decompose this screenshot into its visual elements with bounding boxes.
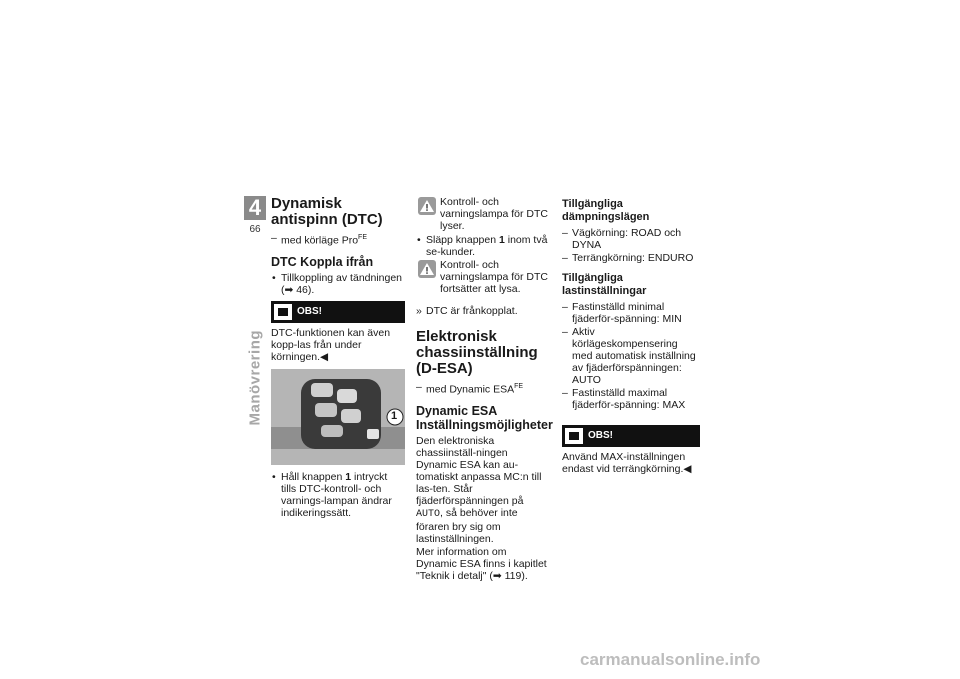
esa-paragraph xyxy=(416,435,550,545)
warning-lamp-icon xyxy=(418,260,436,278)
option-line xyxy=(416,381,550,396)
auto-setting-text: AUTO xyxy=(416,508,441,520)
obs-bar xyxy=(271,301,405,323)
switch-illustration xyxy=(271,369,405,465)
column-3 xyxy=(562,196,700,476)
obs-label: OBS! xyxy=(297,305,322,317)
subheading-esa-options: Dynamic ESA Inställningsmöjligheter xyxy=(416,403,553,432)
option-text: med körläge Pro xyxy=(281,234,359,247)
watermark: carmanualsonline.info xyxy=(580,650,761,669)
heading-damping-modes: Tillgängliga dämpningslägen xyxy=(562,198,650,223)
button-number: 1 xyxy=(345,470,352,483)
option-sup: FE xyxy=(514,383,524,390)
warning-lamp-icon xyxy=(418,197,436,215)
option-text: med Dynamic ESA xyxy=(426,383,515,396)
section-title-desa: Elektronisk chassiinställning (D-ESA) xyxy=(416,328,538,377)
option-sup: FE xyxy=(358,234,367,241)
column-1 xyxy=(271,196,405,520)
obs-bar xyxy=(562,425,700,447)
note-icon xyxy=(274,304,292,320)
warning-text-2: Kontroll- och varningslampa för DTC fortsätter att lysa. xyxy=(440,259,548,295)
obs-label: OBS! xyxy=(588,430,613,441)
paragraph-text-rest: , så behöver inte föraren bry sig om lastinställningen. xyxy=(416,506,518,545)
bullet-text: Håll knappen xyxy=(281,470,346,483)
photo-callout: 1 xyxy=(391,409,398,422)
paragraph-text: Den elektroniska chassiinställ-ningen Dynamic ESA kan au-tomatiskt anpassa MC:n till las-ten. Står fjäderförspänningen på xyxy=(416,434,542,507)
more-info-paragraph: Mer information om Dynamic ESA finns i kapitlet "Teknik i detalj" (➡ 119). xyxy=(416,545,547,582)
button-number: 1 xyxy=(498,234,505,246)
column-2 xyxy=(416,196,553,583)
warning-text-1: Kontroll- och varningslampa för DTC lyser. xyxy=(440,196,548,232)
load-item: – Aktiv körlägeskompensering med automatisk inställning av fjäderförspänningen: AUTO xyxy=(562,326,700,386)
bullet-text: Tillkoppling av tändningen xyxy=(281,271,403,284)
note-icon xyxy=(565,428,583,444)
subheading-dtc-off: DTC Koppla ifrån xyxy=(271,254,374,269)
bullet-release-button xyxy=(416,234,550,258)
chapter-number: 4 xyxy=(244,196,266,220)
page-reference-link[interactable]: (➡ 46). xyxy=(281,283,315,296)
chapter-name xyxy=(246,329,264,426)
chapter-name-text: Manövrering xyxy=(246,329,264,426)
warning-lamp-note-1 xyxy=(416,196,550,232)
section-title-dtc: Dynamisk antispinn (DTC) xyxy=(271,195,383,228)
result-line: » DTC är frånkopplat. xyxy=(416,305,550,317)
bullet-text-rest: intryckt tills DTC-kontroll- och varnings-lampan ändrar indikeringssätt. xyxy=(281,470,392,519)
handlebar-switch-photo xyxy=(271,369,405,465)
damping-item: – Vägkörning: ROAD och DYNA xyxy=(562,227,700,251)
bullet-ignition xyxy=(271,272,405,296)
bullet-text-rest: inom två se-kunder. xyxy=(426,234,548,258)
heading-load-settings: Tillgängliga lastinställningar xyxy=(562,272,647,297)
bullet-text: Släpp knappen xyxy=(426,234,499,246)
page-number: 66 xyxy=(249,224,261,235)
load-item: – Fastinställd maximal fjäderför-spänning: MAX xyxy=(562,387,700,411)
warning-lamp-note-2 xyxy=(416,259,550,295)
load-item: – Fastinställd minimal fjäderför-spänning: MIN xyxy=(562,301,700,325)
obs-text: DTC-funktionen kan även kopp-las från under körningen.◀ xyxy=(271,326,391,363)
damping-item: – Terrängkörning: ENDURO xyxy=(562,252,700,264)
obs-text: Använd MAX-inställningen endast vid terrängkörning.◀ xyxy=(562,451,692,475)
bullet-hold-button xyxy=(271,471,405,519)
option-line xyxy=(271,232,405,247)
